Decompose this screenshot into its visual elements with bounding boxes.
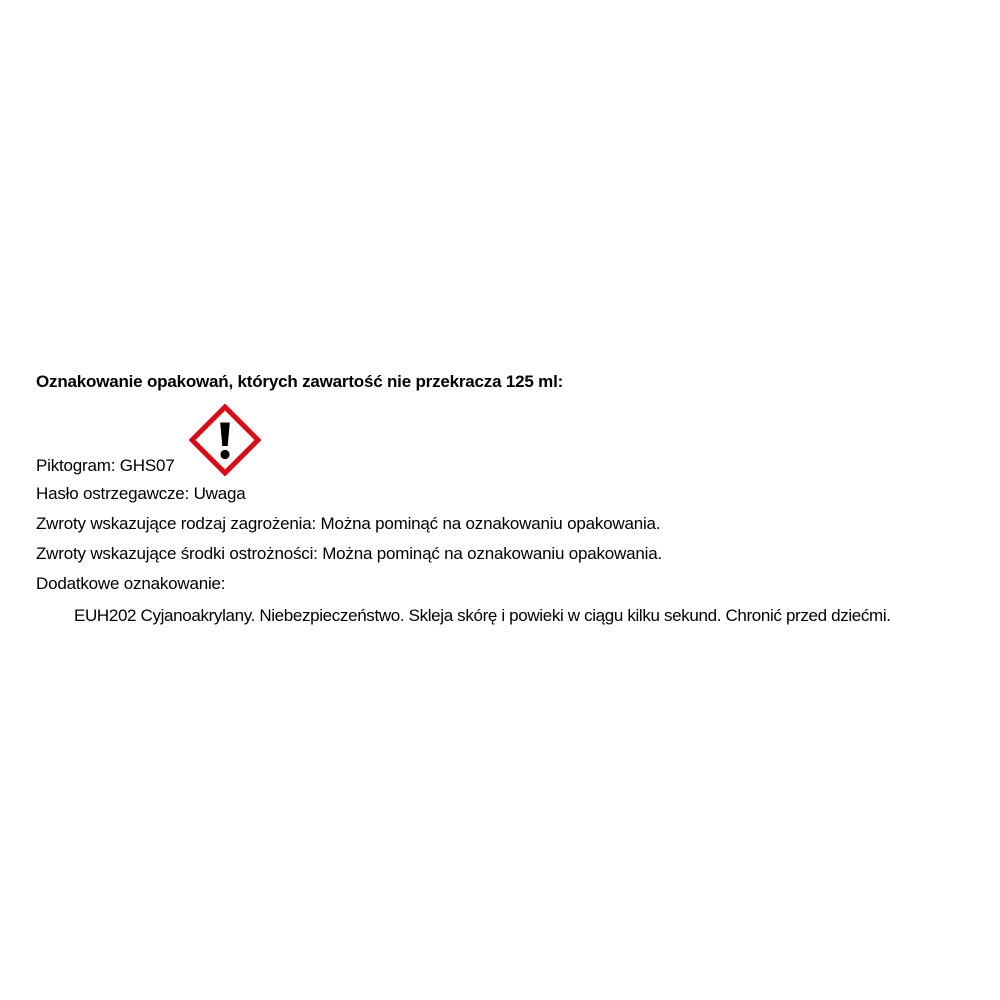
- ghs07-exclamation-mark-icon: [189, 404, 261, 476]
- pictogram-label: Piktogram: GHS07: [36, 456, 175, 475]
- hazard-statements: Zwroty wskazujące rodzaj zagrożenia: Można pominąć na oznakowaniu opakowania.: [36, 514, 661, 533]
- euh202-statement: EUH202 Cyjanoakrylany. Niebezpieczeństwo. Skleja skórę i powieki w ciągu kilku sekund. Chronić przed dziećmi.: [74, 606, 891, 625]
- precautionary-statements: Zwroty wskazujące środki ostrożności: Można pominąć na oznakowaniu opakowania.: [36, 544, 662, 563]
- additional-labelling-label: Dodatkowe oznakowanie:: [36, 574, 226, 593]
- section-heading: Oznakowanie opakowań, których zawartość nie przekracza 125 ml:: [36, 372, 564, 391]
- signal-word: Hasło ostrzegawcze: Uwaga: [36, 484, 246, 503]
